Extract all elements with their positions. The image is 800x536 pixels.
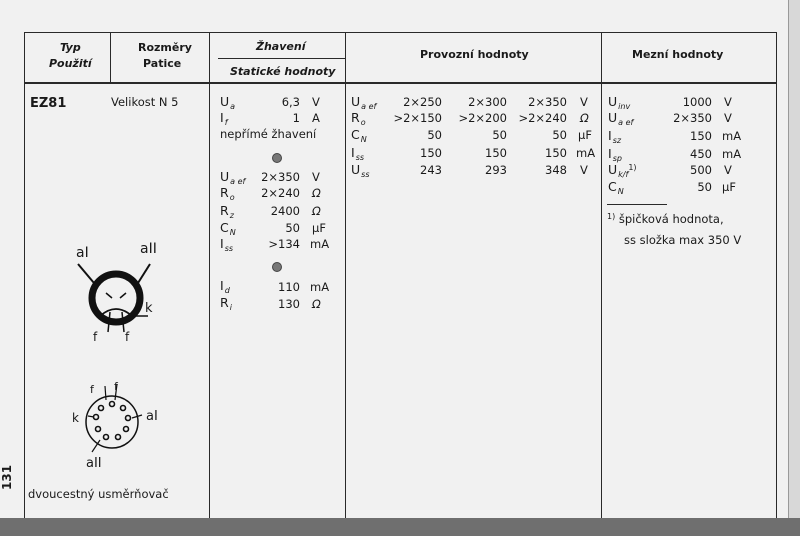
- label-cathode: k: [145, 301, 153, 316]
- limit-sym: $U_{k/f}^{1)}$: [608, 162, 637, 179]
- static-value: 2400: [270, 204, 300, 218]
- static-value: 2×240: [261, 186, 300, 200]
- socket-diagram: [70, 380, 160, 470]
- limit-unit: mA: [722, 147, 742, 161]
- operating-sym: $R_o$: [351, 110, 366, 127]
- scan-bottom-edge: [0, 518, 800, 536]
- limit-value: 1000: [682, 95, 712, 109]
- operating-v2: 293: [485, 163, 507, 177]
- static2-sym: $R_i$: [220, 295, 232, 312]
- operating-sym: $U_{a ef}$: [351, 94, 377, 111]
- col-divider-3: [345, 32, 346, 518]
- label-filament2: f: [125, 330, 130, 344]
- static-value: >134: [268, 237, 300, 251]
- operating-unit: V: [580, 95, 588, 109]
- static-sym: $R_o$: [220, 185, 235, 202]
- tube-type: EZ81: [30, 96, 67, 111]
- static2-unit: Ω: [312, 297, 321, 311]
- static-unit: Ω: [312, 204, 321, 218]
- header-rozmery: Rozměry: [138, 41, 192, 54]
- limit-sym: $U_{a ef}$: [608, 110, 634, 127]
- static-value: 50: [285, 221, 300, 235]
- limit-unit: μF: [722, 180, 736, 194]
- limit-unit: V: [724, 95, 732, 109]
- header-staticke: Statické hodnoty: [230, 65, 336, 78]
- operating-v1: 2×250: [403, 95, 442, 109]
- table-left-border: [24, 32, 25, 518]
- set1-dot-icon: [272, 153, 282, 163]
- static-unit: μF: [312, 221, 326, 235]
- static-unit: mA: [310, 237, 330, 251]
- operating-v3: 150: [545, 146, 567, 160]
- limit-sym: $I_{sz}$: [608, 128, 622, 145]
- heating-note: nepřímé žhavení: [220, 127, 317, 141]
- heating-unit: V: [312, 95, 320, 109]
- operating-sym: $U_{ss}$: [351, 162, 370, 179]
- socket-label-cathode: k: [72, 411, 79, 425]
- heating-sym: $I_f$: [220, 110, 228, 127]
- limit-sym: $C_N$: [608, 179, 624, 196]
- tube-usage: dvoucestný usměrňovač: [28, 487, 169, 501]
- heating-value: 1: [292, 111, 300, 125]
- operating-v2: >2×200: [458, 111, 507, 125]
- header-patice: Patice: [143, 57, 182, 70]
- footnote-line1: $^{1)}$ špičková hodnota,: [607, 212, 724, 226]
- socket-label-filament2: f: [114, 380, 118, 393]
- static-value: 2×350: [261, 170, 300, 184]
- header-bottom-border: [24, 82, 776, 84]
- page-number: 131: [0, 464, 14, 490]
- static2-value: 110: [278, 280, 300, 294]
- static2-value: 130: [278, 297, 300, 311]
- header-provozni: Provozní hodnoty: [420, 48, 529, 61]
- tube-size: Velikost N 5: [111, 95, 179, 109]
- static-sym: $I_{ss}$: [220, 236, 234, 253]
- label-anode1: aI: [76, 245, 89, 261]
- operating-v3: 50: [552, 128, 567, 142]
- heating-value: 6,3: [281, 95, 300, 109]
- footnote-line2: ss složka max 350 V: [624, 233, 742, 247]
- table-top-border: [24, 32, 776, 33]
- label-filament1: f: [93, 330, 98, 344]
- static2-sym: $I_d$: [220, 278, 230, 295]
- limit-sym: $U_{inv}$: [608, 94, 631, 111]
- static2-unit: mA: [310, 280, 330, 294]
- operating-v3: 2×350: [528, 95, 567, 109]
- label-anode2: aII: [140, 241, 157, 257]
- limit-unit: mA: [722, 129, 742, 143]
- operating-v2: 150: [485, 146, 507, 160]
- operating-v1: 50: [427, 128, 442, 142]
- col-divider-1: [110, 32, 111, 83]
- limit-value: 450: [690, 147, 712, 161]
- static-unit: Ω: [312, 186, 321, 200]
- limit-unit: V: [724, 111, 732, 125]
- operating-unit: Ω: [580, 111, 589, 125]
- set2-dot-icon: [272, 262, 282, 272]
- header-zhaveni: Žhavení: [256, 40, 306, 53]
- operating-v3: 348: [545, 163, 567, 177]
- static-unit: V: [312, 170, 320, 184]
- socket-label-anode2: aII: [86, 456, 102, 471]
- zhaveni-divider: [218, 58, 346, 59]
- operating-v3: >2×240: [518, 111, 567, 125]
- table-right-border: [776, 32, 777, 518]
- operating-sym: $C_N$: [351, 127, 367, 144]
- limit-value: 500: [690, 163, 712, 177]
- limit-value: 2×350: [673, 111, 712, 125]
- operating-v1: 150: [420, 146, 442, 160]
- header-pouziti: Použití: [49, 57, 92, 70]
- operating-unit: V: [580, 163, 588, 177]
- col-divider-4: [601, 32, 602, 518]
- static-sym: $U_{a ef}$: [220, 169, 246, 186]
- operating-sym: $I_{ss}$: [351, 145, 365, 162]
- limit-sym: $I_{sp}$: [608, 146, 622, 163]
- operating-v1: >2×150: [393, 111, 442, 125]
- static-sym: $R_z$: [220, 203, 234, 220]
- header-mezni: Mezní hodnoty: [632, 48, 724, 61]
- heating-sym: $U_a$: [220, 94, 236, 111]
- operating-v2: 50: [492, 128, 507, 142]
- socket-label-filament1: f: [90, 383, 94, 396]
- heating-unit: A: [312, 111, 320, 125]
- operating-v2: 2×300: [468, 95, 507, 109]
- col-divider-2: [209, 32, 210, 518]
- limit-value: 50: [697, 180, 712, 194]
- footnote-rule: [607, 204, 667, 205]
- limit-value: 150: [690, 129, 712, 143]
- limit-unit: V: [724, 163, 732, 177]
- operating-unit: mA: [576, 146, 596, 160]
- header-typ: Typ: [60, 41, 81, 54]
- operating-v1: 243: [420, 163, 442, 177]
- operating-unit: μF: [578, 128, 592, 142]
- socket-label-anode1: aI: [146, 409, 158, 424]
- static-sym: $C_N$: [220, 220, 236, 237]
